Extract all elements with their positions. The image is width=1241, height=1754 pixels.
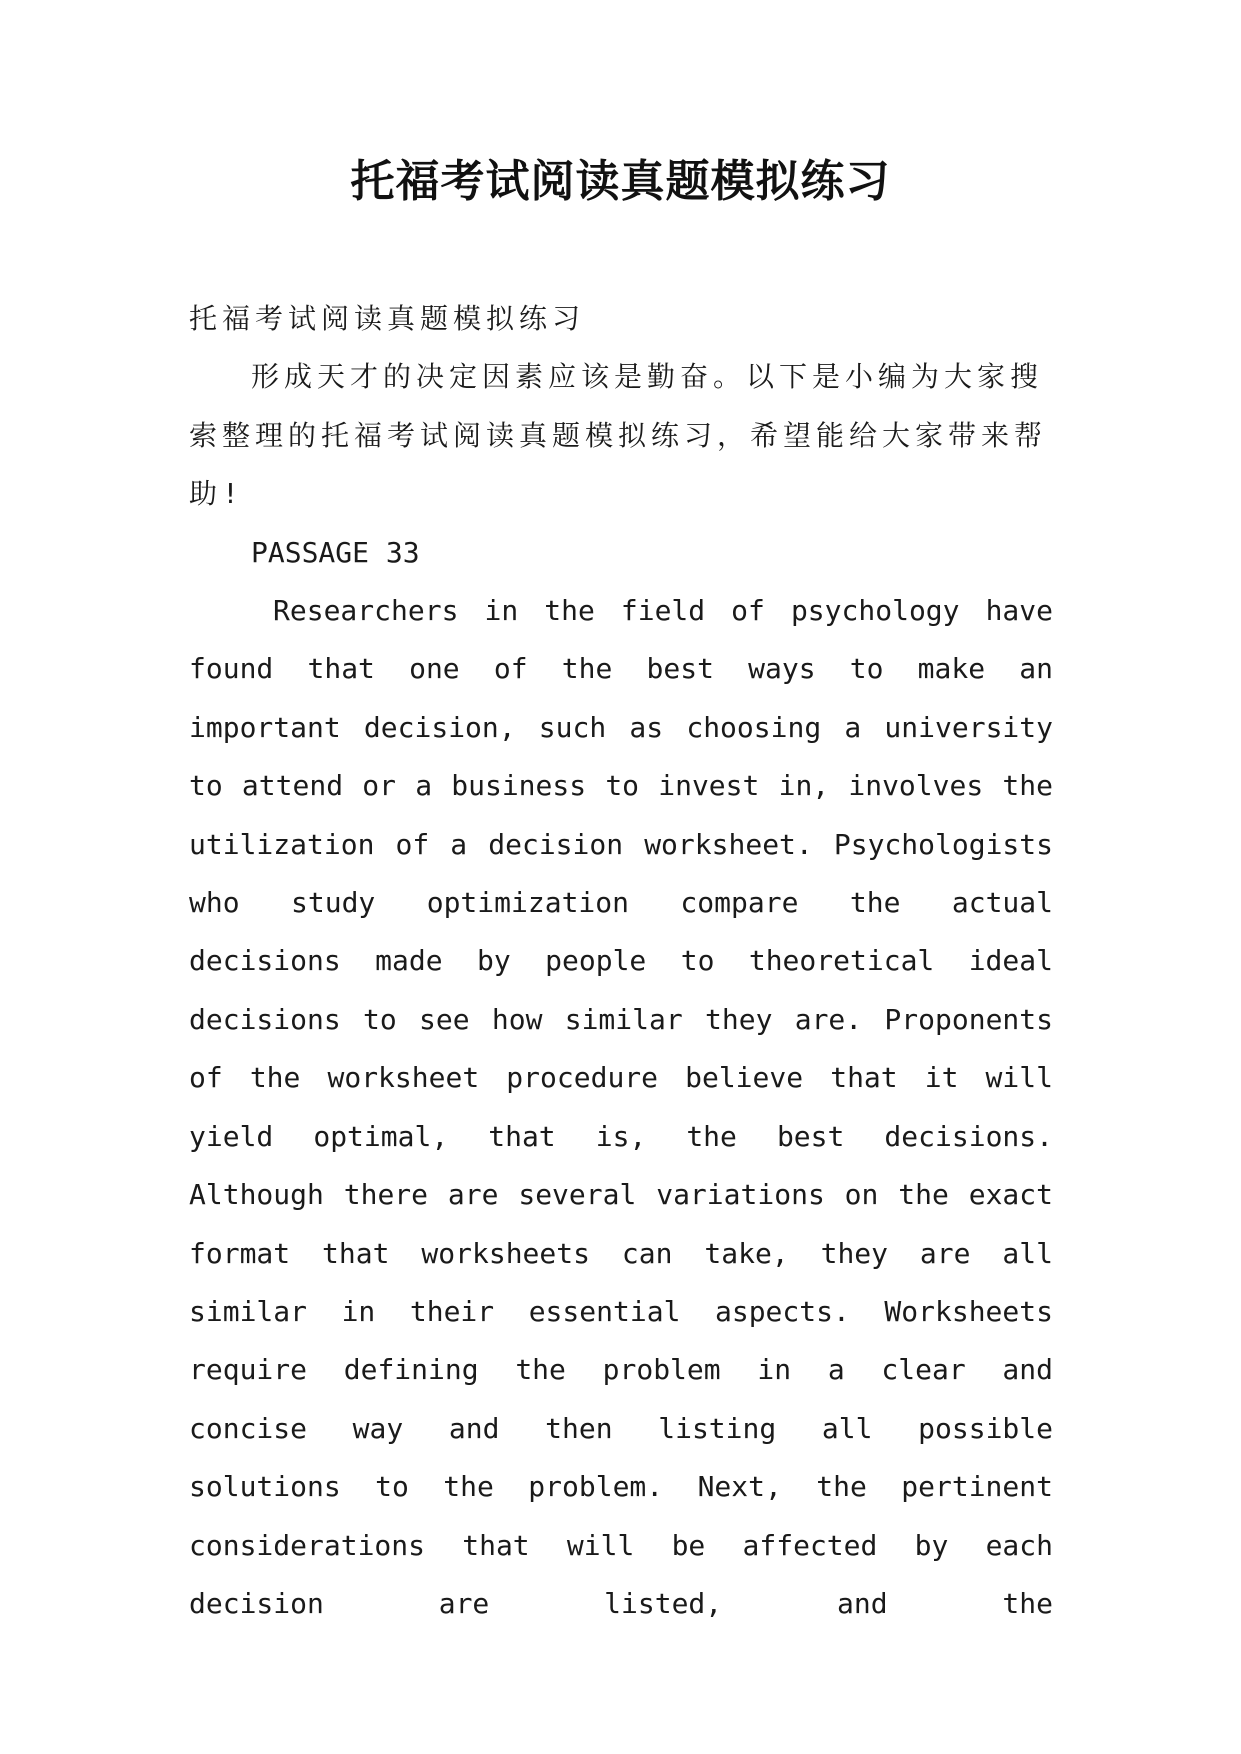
document-title: 托福考试阅读真题模拟练习 — [350, 156, 891, 207]
document-subtitle: 托福考试阅读真题模拟练习 — [189, 302, 586, 335]
passage-paragraph: Researchers in the field of psychology have found that one of the best ways to make an important decision, such as choosing a university to attend or a business to invest in, involves the utilization of a decision worksheet. Psychologists who study optimization compare the actual decisions made by people to theoretical ideal decisions to see how similar they are. Proponents of the worksheet procedure believe that it will yield optimal, that is, the best decisions. Although there are several variations on the exact format that worksheets can take, they are all similar in their essential aspects. Worksheets require defining the problem in a clear and concise way and then listing all possible solutions to the problem. Next, the pertinent considerations that will be affected by each decision are listed, and the — [189, 594, 1053, 1620]
intro-paragraph: 形成天才的决定因素应该是勤奋。以下是小编为大家搜索整理的托福考试阅读真题模拟练习，希望能给大家带来帮助! — [189, 360, 1048, 511]
passage-label: PASSAGE 33 — [251, 535, 420, 569]
document-body — [189, 290, 1053, 1633]
